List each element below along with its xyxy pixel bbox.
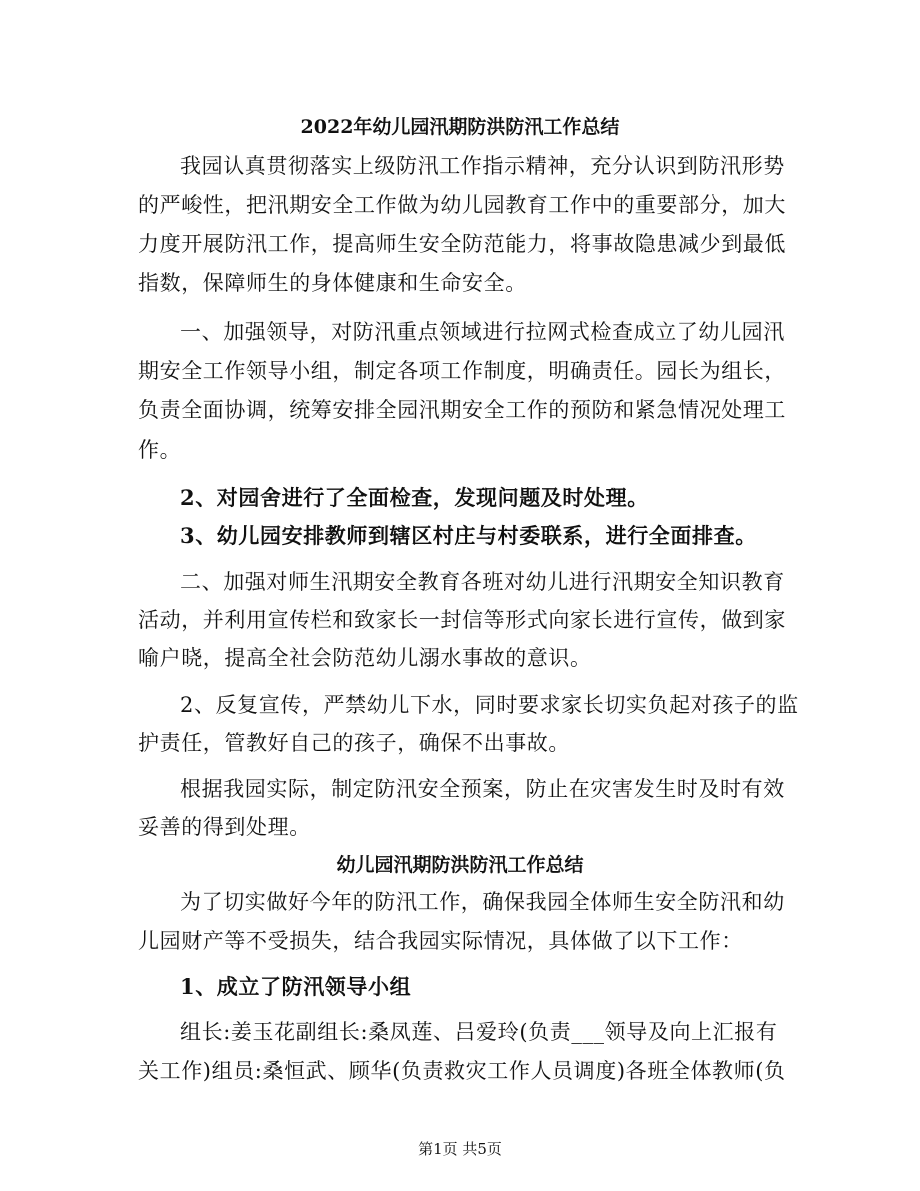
paragraph-line: 护责任，管教好自己的孩子，确保不出事故。 bbox=[138, 731, 570, 755]
paragraph-line: 力度开展防汛工作，提高师生安全防范能力，将事故隐患减少到最低 bbox=[138, 232, 786, 256]
document-title: 2022年幼儿园汛期防洪防汛工作总结 bbox=[300, 116, 620, 138]
paragraph-line: 的严峻性，把汛期安全工作做为幼儿园教育工作中的重要部分，加大 bbox=[138, 193, 786, 217]
paragraph-line: 期安全工作领导小组，制定各项工作制度，明确责任。园长为组长， bbox=[138, 359, 786, 383]
paragraph-line: 为了切实做好今年的防汛工作，确保我园全体师生安全防汛和幼 bbox=[180, 890, 785, 914]
paragraph-line: 指数，保障师生的身体健康和生命安全。 bbox=[138, 271, 527, 295]
section-title: 幼儿园汛期防洪防汛工作总结 bbox=[336, 854, 584, 876]
paragraph-line: 负责全面协调，统筹安排全园汛期安全工作的预防和紧急情况处理工 bbox=[138, 398, 786, 422]
page-footer: 第1页 共5页 bbox=[418, 1140, 502, 1158]
paragraph-line: 根据我园实际，制定防汛安全预案，防止在灾害发生时及时有效 bbox=[180, 777, 785, 801]
bold-paragraph-line: 1、成立了防汛领导小组 bbox=[180, 974, 412, 999]
paragraph-line: 妥善的得到处理。 bbox=[138, 815, 311, 839]
paragraph-line: 二、加强对师生汛期安全教育各班对幼儿进行汛期安全知识教育 bbox=[180, 570, 785, 594]
paragraph-line: 2、反复宣传，严禁幼儿下水，同时要求家长切实负起对孩子的监 bbox=[180, 693, 799, 717]
paragraph-line: 组长:姜玉花副组长:桑凤莲、吕爱玲(负责___领导及向上汇报有 bbox=[180, 1020, 778, 1044]
bold-paragraph-line: 3、幼儿园安排教师到辖区村庄与村委联系，进行全面排查。 bbox=[180, 523, 757, 548]
paragraph-line: 关工作)组员:桑恒武、顾华(负责救灾工作人员调度)各班全体教师(负 bbox=[138, 1059, 786, 1083]
paragraph-line: 一、加强领导，对防汛重点领域进行拉网式检查成立了幼儿园汛 bbox=[180, 320, 785, 344]
paragraph-line: 儿园财产等不受损失，结合我园实际情况，具体做了以下工作： bbox=[138, 929, 743, 953]
paragraph-line: 喻户晓，提高全社会防范幼儿溺水事故的意识。 bbox=[138, 646, 592, 670]
paragraph-line: 我园认真贯彻落实上级防汛工作指示精神，充分认识到防汛形势 bbox=[180, 154, 785, 178]
bold-paragraph-line: 2、对园舍进行了全面检查，发现问题及时处理。 bbox=[180, 485, 649, 510]
paragraph-line: 活动，并利用宣传栏和致家长一封信等形式向家长进行宣传，做到家 bbox=[138, 608, 786, 632]
paragraph-line: 作。 bbox=[138, 438, 182, 462]
